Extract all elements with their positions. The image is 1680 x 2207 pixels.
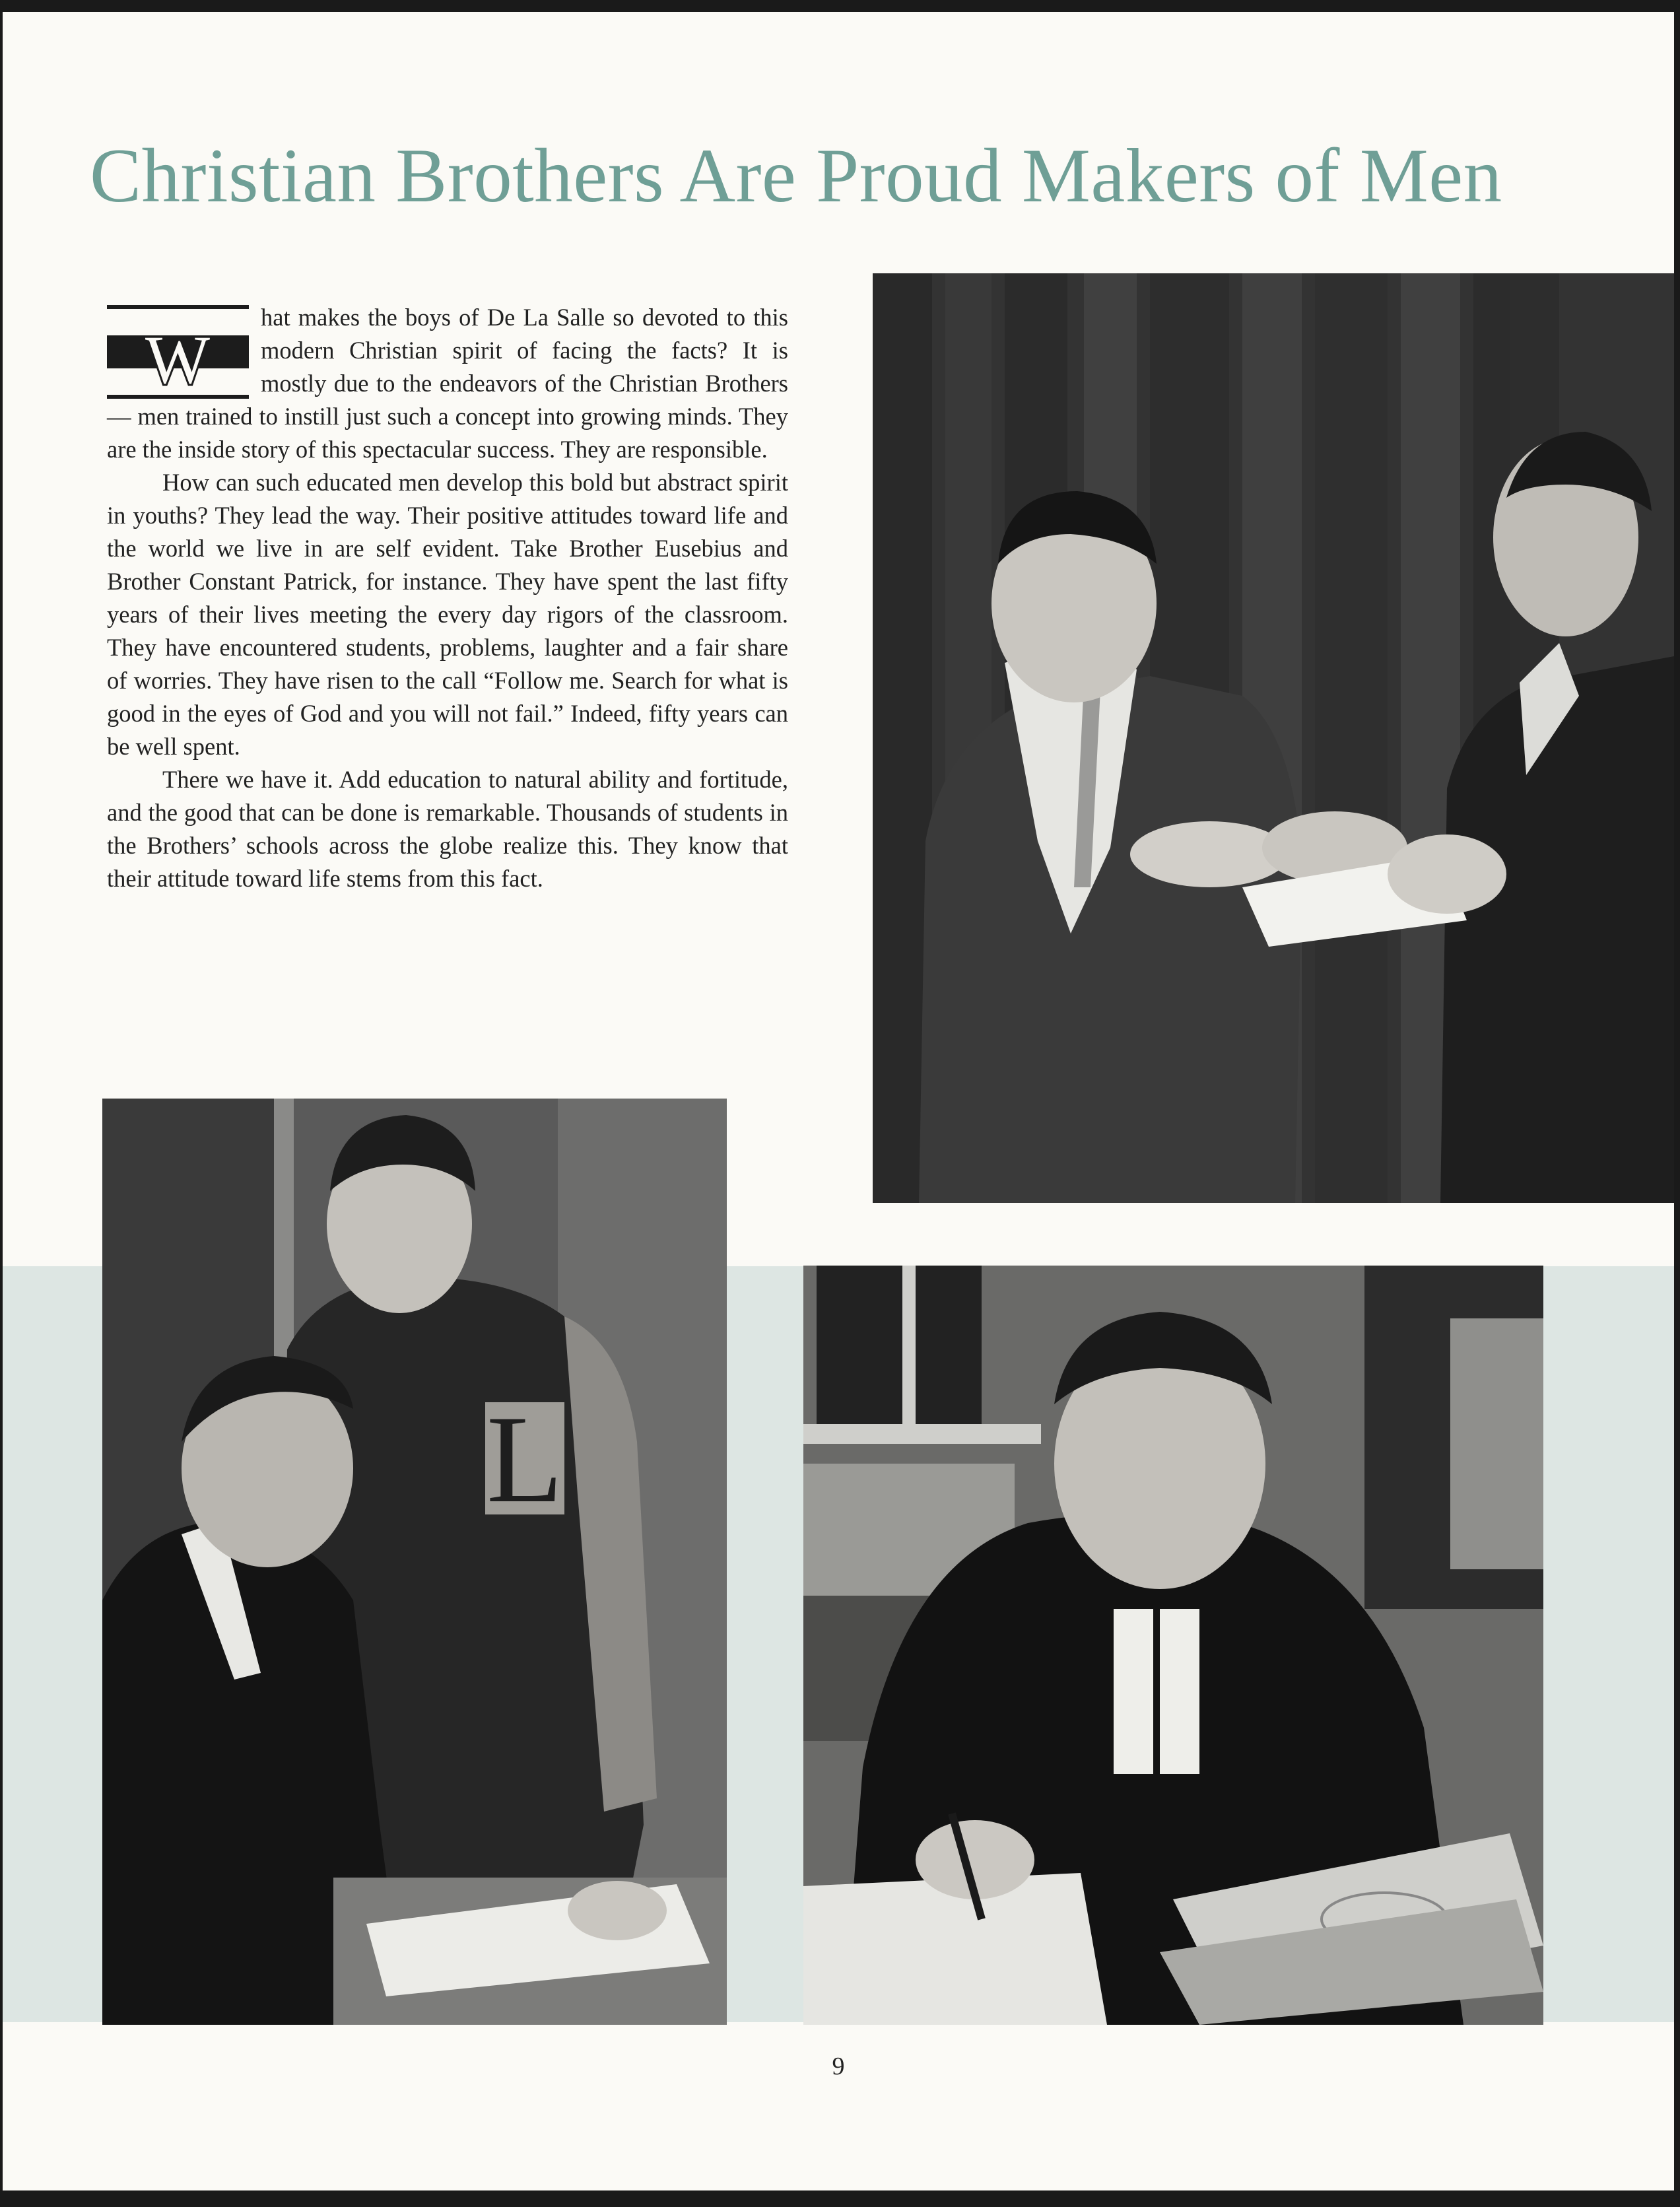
paragraph-2: How can such educated men develop this bold but abstract spirit in youths? They lead the way. Their positive attitudes toward life and the world we live in are self evident. Take Brother Eusebius and Brother Constant Patrick, for instance. They have spent the last fifty years of their lives meeting the every day rigors of the classroom. They have encountered students, problems, laughter and a fair share of worries. They have risen to the call “Follow me. Search for what is good in the eyes of God and you will not fail.” Indeed, fifty years can be well spent. (107, 469, 788, 760)
jacket-letter: L (486, 1390, 564, 1529)
page (3, 12, 1674, 2190)
drop-cap (107, 305, 249, 399)
letterman-image (102, 1099, 727, 2025)
page-title: Christian Brothers Are Proud Makers of Men (90, 133, 1502, 219)
drop-cap-letter: W (145, 322, 211, 398)
paragraph-1 (107, 301, 788, 466)
article-body (107, 301, 788, 895)
photo-handshake (873, 273, 1674, 1203)
brother-desk-image (803, 1266, 1543, 2025)
handshake-image (873, 273, 1674, 1203)
photo-letterman (102, 1099, 727, 2025)
paragraph-3: There we have it. Add education to natural ability and fortitude, and the good that can be done is remarkable. Thousands of students in the Brothers’ schools across the globe realize this. They know that their attitude toward life stems from this fact. (107, 766, 788, 892)
photo-brother-desk (803, 1266, 1543, 2025)
paragraph-1-text: hat makes the boys of De La Salle so devoted to this modern Christian spirit of facing the facts? It is mostly due to the endeavors of the Christian Brothers — men trained to instill just such a concept into growing minds. They are the inside story of this spectacular success. They are responsible. (107, 304, 788, 463)
page-number: 9 (832, 2053, 845, 2080)
